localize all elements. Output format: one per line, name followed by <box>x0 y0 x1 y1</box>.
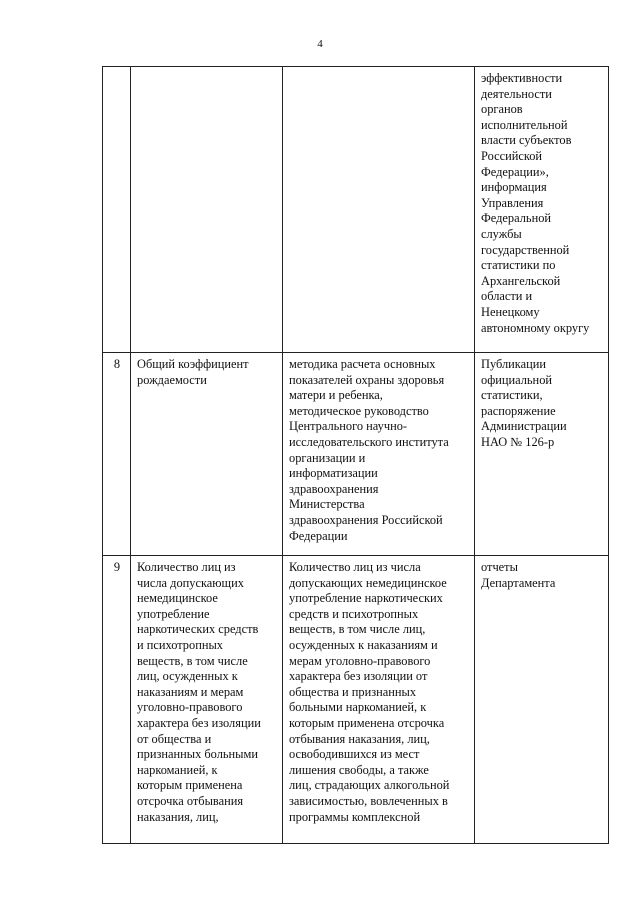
cell-text-line: области и <box>481 289 533 304</box>
cell-text-line: характера без изоляции от <box>289 669 428 684</box>
cell-text-line: деятельности <box>481 86 552 101</box>
cell-text-line: методическое руководство <box>289 403 429 418</box>
cell-text-line: рождаемости <box>137 372 207 387</box>
cell-text-line: службы <box>481 226 522 241</box>
cell-text-line: статистики, <box>481 388 543 403</box>
method-cell <box>283 67 475 353</box>
method-cell <box>283 556 475 844</box>
cell-text-line: информация <box>481 180 547 195</box>
cell-text-line: мерам уголовно-правового <box>289 653 431 668</box>
indicator-table <box>102 66 609 844</box>
cell-text-line: лишения свободы, а также <box>289 762 429 777</box>
cell-text-line: отбывания наказания, лиц, <box>289 731 430 746</box>
indicator-name-cell <box>131 67 283 353</box>
cell-text-line: употребление наркотических <box>289 591 443 606</box>
cell-text-line: употребление <box>137 606 210 621</box>
cell-text-line: Архангельской <box>481 273 561 288</box>
method-cell <box>283 353 475 556</box>
cell-text-line: наркоманией, к <box>137 762 218 777</box>
cell-text-line: наказаниям и мерам <box>137 684 244 699</box>
source-cell <box>475 556 609 844</box>
cell-text-line: и психотропных <box>137 637 223 652</box>
cell-text-line: числа допускающих <box>137 575 244 590</box>
cell-text-line: Федерации <box>289 528 348 543</box>
cell-text-line: власти субъектов <box>481 133 572 148</box>
cell-text-line: веществ, в том числе лиц, <box>289 622 426 637</box>
indicator-name-cell <box>131 556 283 844</box>
indicator-name-cell <box>131 353 283 556</box>
cell-text-line: Центрального научно- <box>289 419 408 434</box>
cell-text-line: лиц, осужденных к <box>137 669 238 684</box>
cell-text-line: Количество лиц из <box>137 560 236 574</box>
cell-text-line: официальной <box>481 372 553 387</box>
cell-text-line: программы комплексной <box>289 809 421 824</box>
cell-text-line: Министерства <box>289 497 365 512</box>
cell-text-line: осужденных к наказаниям и <box>289 637 438 652</box>
cell-text-line: от общества и <box>137 731 212 746</box>
cell-text-line: наркотических средств <box>137 622 259 637</box>
cell-text-line: веществ, в том числе <box>137 653 248 668</box>
cell-text-line: методика расчета основных <box>289 357 436 371</box>
cell-text-line: распоряжение <box>481 403 556 418</box>
cell-text-line: здравоохранения Российской <box>289 512 443 527</box>
cell-text-line: освободившихся из мест <box>289 747 420 762</box>
cell-text-line: уголовно-правового <box>137 700 243 715</box>
table-row <box>103 353 609 556</box>
cell-text-line: характера без изоляции <box>137 715 261 730</box>
cell-text-line: которым применена <box>137 778 243 793</box>
cell-text-line: Департамента <box>481 575 556 590</box>
table-bottom-border <box>102 843 608 844</box>
cell-text-line: Ненецкому <box>481 304 540 319</box>
cell-text-line: статистики по <box>481 258 556 273</box>
row-number-cell <box>103 67 131 353</box>
cell-text-line: автономному округу <box>481 320 590 335</box>
cell-text-line: которым применена отсрочка <box>289 715 445 730</box>
cell-text-line: государственной <box>481 242 570 257</box>
cell-text-line: признанных больными <box>137 747 258 762</box>
cell-text-line: Администрации <box>481 419 567 434</box>
cell-text-line: средств и психотропных <box>289 606 419 621</box>
cell-text-line: немедицинское <box>137 591 218 606</box>
cell-text-line: исследовательского института <box>289 434 449 449</box>
cell-text-line: Российской <box>481 148 543 163</box>
page-number: 4 <box>317 38 323 50</box>
source-cell <box>475 67 609 353</box>
cell-text-line: отчеты <box>481 560 518 574</box>
cell-text-line: Количество лиц из числа <box>289 560 421 574</box>
cell-text-line: здравоохранения <box>289 481 379 496</box>
cell-text-line: Публикации <box>481 357 547 371</box>
cell-text-line: лиц, страдающих алкогольной <box>289 778 450 793</box>
cell-text-line: Федеральной <box>481 211 552 226</box>
cell-text-line: отсрочка отбывания <box>137 793 244 808</box>
cell-text-line: Общий коэффициент <box>137 357 249 371</box>
cell-text-line: общества и признанных <box>289 684 417 699</box>
table-row <box>103 67 609 353</box>
table-row <box>103 556 609 844</box>
cell-text-line: организации и <box>289 450 366 465</box>
cell-text-line: Федерации», <box>481 164 549 179</box>
row-number: 9 <box>113 560 121 574</box>
cell-text-line: органов <box>481 102 523 117</box>
row-number-cell <box>103 556 131 844</box>
cell-text-line: допускающих немедицинское <box>289 575 447 590</box>
source-cell <box>475 353 609 556</box>
row-number-cell <box>103 353 131 556</box>
cell-text-line: Управления <box>481 195 544 210</box>
table-body <box>103 67 609 844</box>
cell-text-line: НАО № 126-р <box>481 434 555 449</box>
cell-text-line: эффективности <box>481 71 563 85</box>
cell-text-line: наказания, лиц, <box>137 809 219 824</box>
cell-text-line: матери и ребенка, <box>289 388 383 403</box>
row-number: 8 <box>113 357 121 371</box>
cell-text-line: больными наркоманией, к <box>289 700 427 715</box>
cell-text-line: зависимостью, вовлеченных в <box>289 793 448 808</box>
cell-text-line: показателей охраны здоровья <box>289 372 445 387</box>
cell-text-line: информатизации <box>289 466 378 481</box>
cell-text-line: исполнительной <box>481 117 568 132</box>
